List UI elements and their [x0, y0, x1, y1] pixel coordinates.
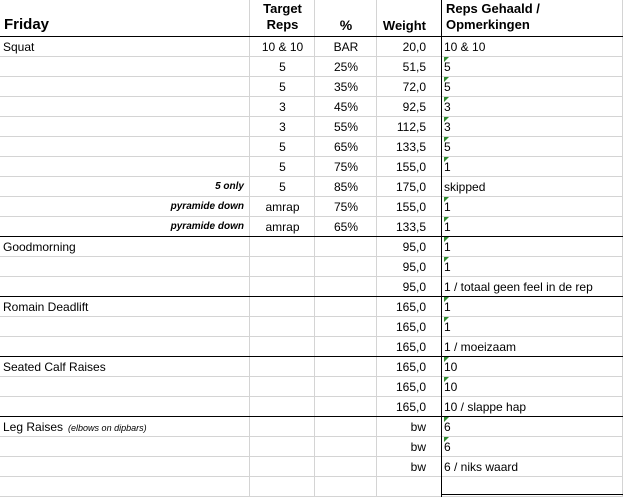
exercise-cell[interactable]: [3, 457, 248, 477]
target-reps-cell[interactable]: [250, 477, 315, 497]
weight-cell[interactable]: [377, 477, 430, 497]
table-row: [0, 237, 623, 257]
reps-achieved-cell[interactable]: skipped: [444, 180, 486, 194]
table-row: [0, 337, 623, 357]
reps-achieved-cell[interactable]: 1 / totaal geen feel in de rep: [444, 280, 593, 294]
weight-cell[interactable]: 165,0: [395, 380, 426, 394]
table-row: [0, 117, 623, 137]
reps-achieved-cell[interactable]: 5: [444, 80, 451, 94]
weight-cell[interactable]: 165,0: [395, 340, 426, 354]
exercise-cell[interactable]: [3, 297, 248, 317]
target-reps-cell[interactable]: [250, 457, 315, 477]
table-row: [0, 77, 623, 97]
target-reps-cell[interactable]: 5: [279, 160, 286, 174]
table-row: [0, 377, 623, 397]
percent-cell[interactable]: [315, 297, 377, 317]
reps-achieved-cell[interactable]: 6: [444, 440, 451, 454]
exercise-cell[interactable]: [3, 437, 248, 457]
percent-cell[interactable]: 75%: [333, 160, 359, 174]
exercise-name: Seated Calf Raises: [3, 360, 106, 374]
cell-error-indicator-icon: [444, 317, 449, 322]
table-row: [0, 157, 623, 177]
weight-cell[interactable]: 155,0: [395, 160, 426, 174]
reps-achieved-cell[interactable]: 5: [444, 140, 451, 154]
exercise-cell[interactable]: [3, 257, 248, 277]
target-reps-cell[interactable]: [250, 317, 315, 337]
exercise-cell[interactable]: [3, 477, 248, 497]
exercise-name: Squat: [3, 40, 35, 54]
exercise-cell[interactable]: [3, 417, 248, 437]
target-reps-header-line2: Reps: [266, 17, 299, 32]
weight-cell[interactable]: 95,0: [402, 260, 426, 274]
table-row: [0, 217, 623, 237]
cell-error-indicator-icon: [444, 137, 449, 142]
cell-error-indicator-icon: [444, 377, 449, 382]
cell-error-indicator-icon: [444, 417, 449, 422]
exercise-cell[interactable]: [3, 77, 248, 97]
target-reps-cell[interactable]: 3: [279, 120, 286, 134]
weight-cell[interactable]: 95,0: [402, 240, 426, 254]
table-row: [0, 437, 623, 457]
cell-error-indicator-icon: [444, 77, 449, 82]
exercise-cell[interactable]: [3, 277, 248, 297]
exercise-cell[interactable]: [3, 97, 248, 117]
reps-achieved-cell[interactable]: 3: [444, 120, 451, 134]
cell-error-indicator-icon: [444, 297, 449, 302]
percent-header: %: [339, 17, 353, 33]
percent-cell[interactable]: 25%: [333, 60, 359, 74]
percent-cell[interactable]: [315, 357, 377, 377]
weight-cell[interactable]: bw: [410, 460, 426, 474]
reps-achieved-cell[interactable]: 1: [444, 160, 451, 174]
reps-achieved-cell[interactable]: 1: [444, 240, 451, 254]
cell-error-indicator-icon: [444, 357, 449, 362]
table-row: [0, 397, 623, 417]
note-cell: 5 only: [215, 181, 244, 192]
reps-achieved-cell[interactable]: 6: [444, 420, 451, 434]
weight-cell[interactable]: 133,5: [395, 140, 426, 154]
target-reps-cell[interactable]: [250, 437, 315, 457]
percent-cell[interactable]: [315, 257, 377, 277]
weight-cell[interactable]: 95,0: [402, 280, 426, 294]
percent-cell[interactable]: BAR: [333, 40, 359, 54]
target-reps-cell[interactable]: [250, 397, 315, 417]
reps-header-line2: Opmerkingen: [446, 17, 530, 32]
reps-achieved-cell[interactable]: 1: [444, 220, 451, 234]
exercise-cell[interactable]: [3, 317, 248, 337]
exercise-cell[interactable]: [3, 117, 248, 137]
target-reps-cell[interactable]: 5: [279, 180, 286, 194]
weight-cell[interactable]: 72,0: [402, 80, 426, 94]
note-cell: pyramide down: [170, 201, 244, 212]
exercise-cell[interactable]: [3, 337, 248, 357]
weight-cell[interactable]: 92,5: [402, 100, 426, 114]
target-reps-cell[interactable]: [250, 417, 315, 437]
target-reps-cell[interactable]: [250, 377, 315, 397]
percent-cell[interactable]: [315, 437, 377, 457]
exercise-cell[interactable]: [3, 137, 248, 157]
percent-cell[interactable]: [315, 477, 377, 497]
table-row: [0, 457, 623, 477]
reps-achieved-cell[interactable]: 10 & 10: [444, 40, 486, 54]
target-reps-cell[interactable]: amrap: [265, 220, 300, 234]
reps-header-line1: Reps Gehaald /: [446, 1, 540, 16]
reps-achieved-cell[interactable]: 10: [444, 380, 458, 394]
percent-cell[interactable]: 85%: [333, 180, 359, 194]
exercise-cell[interactable]: [3, 237, 248, 257]
target-reps-cell[interactable]: 5: [279, 60, 286, 74]
exercise-cell[interactable]: [3, 357, 248, 377]
table-row: [0, 137, 623, 157]
reps-achieved-cell[interactable]: [444, 477, 622, 497]
target-reps-cell[interactable]: 10 & 10: [261, 40, 304, 54]
table-row: [0, 277, 623, 297]
exercise-name: Leg Raises: [3, 420, 64, 434]
reps-achieved-cell[interactable]: 1 / moeizaam: [444, 340, 517, 354]
table-row: [0, 97, 623, 117]
percent-cell[interactable]: 65%: [333, 220, 359, 234]
exercise-name: Goodmorning: [3, 240, 76, 254]
exercise-name: Romain Deadlift: [3, 300, 89, 314]
cell-error-indicator-icon: [444, 157, 449, 162]
reps-achieved-cell[interactable]: 1: [444, 260, 451, 274]
note-cell: pyramide down: [170, 221, 244, 232]
weight-cell[interactable]: 112,5: [396, 120, 426, 134]
cell-error-indicator-icon: [444, 257, 449, 262]
table-row: [0, 417, 623, 437]
cell-error-indicator-icon: [444, 117, 449, 122]
weight-cell[interactable]: 165,0: [395, 360, 426, 374]
table-row: [0, 37, 623, 57]
percent-cell[interactable]: [315, 397, 377, 417]
percent-cell[interactable]: 45%: [333, 100, 359, 114]
day-title: Friday: [4, 16, 50, 33]
percent-cell[interactable]: [315, 377, 377, 397]
percent-cell[interactable]: 65%: [333, 140, 359, 154]
percent-cell[interactable]: [315, 337, 377, 357]
table-row: [0, 197, 623, 217]
table-row: [0, 477, 623, 497]
target-reps-cell[interactable]: [250, 337, 315, 357]
exercise-cell[interactable]: [3, 37, 248, 57]
weight-cell[interactable]: 175,0: [395, 180, 426, 194]
reps-achieved-cell[interactable]: 5: [444, 60, 451, 74]
percent-cell[interactable]: [315, 417, 377, 437]
table-row: [0, 357, 623, 377]
weight-cell[interactable]: bw: [410, 440, 426, 454]
reps-achieved-cell[interactable]: 1: [444, 200, 451, 214]
weight-cell[interactable]: 133,5: [395, 220, 426, 234]
cell-error-indicator-icon: [444, 437, 449, 442]
exercise-sub-label: (elbows on dipbars): [68, 423, 147, 433]
reps-achieved-cell[interactable]: 10: [444, 360, 458, 374]
table-row: [0, 57, 623, 77]
reps-achieved-cell[interactable]: 3: [444, 100, 451, 114]
table-row: [0, 317, 623, 337]
exercise-cell[interactable]: [3, 397, 248, 417]
weight-header: Weight: [382, 18, 426, 33]
percent-cell[interactable]: 75%: [333, 200, 359, 214]
cell-error-indicator-icon: [444, 57, 449, 62]
weight-cell[interactable]: 165,0: [395, 400, 426, 414]
exercise-cell[interactable]: [3, 157, 248, 177]
weight-cell[interactable]: 20,0: [402, 40, 426, 54]
exercise-cell[interactable]: [3, 57, 248, 77]
exercise-cell[interactable]: [3, 377, 248, 397]
target-reps-cell[interactable]: [250, 237, 315, 257]
cell-error-indicator-icon: [444, 97, 449, 102]
weight-cell[interactable]: bw: [410, 420, 426, 434]
percent-cell[interactable]: [315, 317, 377, 337]
percent-cell[interactable]: [315, 457, 377, 477]
percent-cell[interactable]: [315, 277, 377, 297]
cell-error-indicator-icon: [444, 197, 449, 202]
table-row: [0, 297, 623, 317]
target-reps-cell[interactable]: 5: [279, 140, 286, 154]
cell-error-indicator-icon: [444, 237, 449, 242]
target-reps-cell[interactable]: amrap: [265, 200, 300, 214]
target-reps-cell[interactable]: [250, 297, 315, 317]
reps-achieved-cell[interactable]: 6 / niks waard: [444, 460, 519, 474]
percent-cell[interactable]: 55%: [333, 120, 359, 134]
target-reps-cell[interactable]: [250, 357, 315, 377]
target-reps-header-line1: Target: [263, 1, 302, 16]
weight-cell[interactable]: 155,0: [395, 200, 426, 214]
reps-achieved-cell[interactable]: 1: [444, 300, 451, 314]
percent-cell[interactable]: [315, 237, 377, 257]
weight-cell[interactable]: 51,5: [402, 60, 426, 74]
percent-cell[interactable]: 35%: [333, 80, 359, 94]
table-row: [0, 257, 623, 277]
weight-cell[interactable]: 165,0: [395, 320, 426, 334]
reps-achieved-cell[interactable]: 1: [444, 320, 451, 334]
target-reps-cell[interactable]: 5: [279, 80, 286, 94]
reps-achieved-cell[interactable]: 10 / slappe hap: [444, 400, 527, 414]
weight-cell[interactable]: 165,0: [395, 300, 426, 314]
target-reps-cell[interactable]: [250, 257, 315, 277]
cell-error-indicator-icon: [444, 217, 449, 222]
table-row: [0, 177, 623, 197]
target-reps-cell[interactable]: [250, 277, 315, 297]
target-reps-cell[interactable]: 3: [279, 100, 286, 114]
